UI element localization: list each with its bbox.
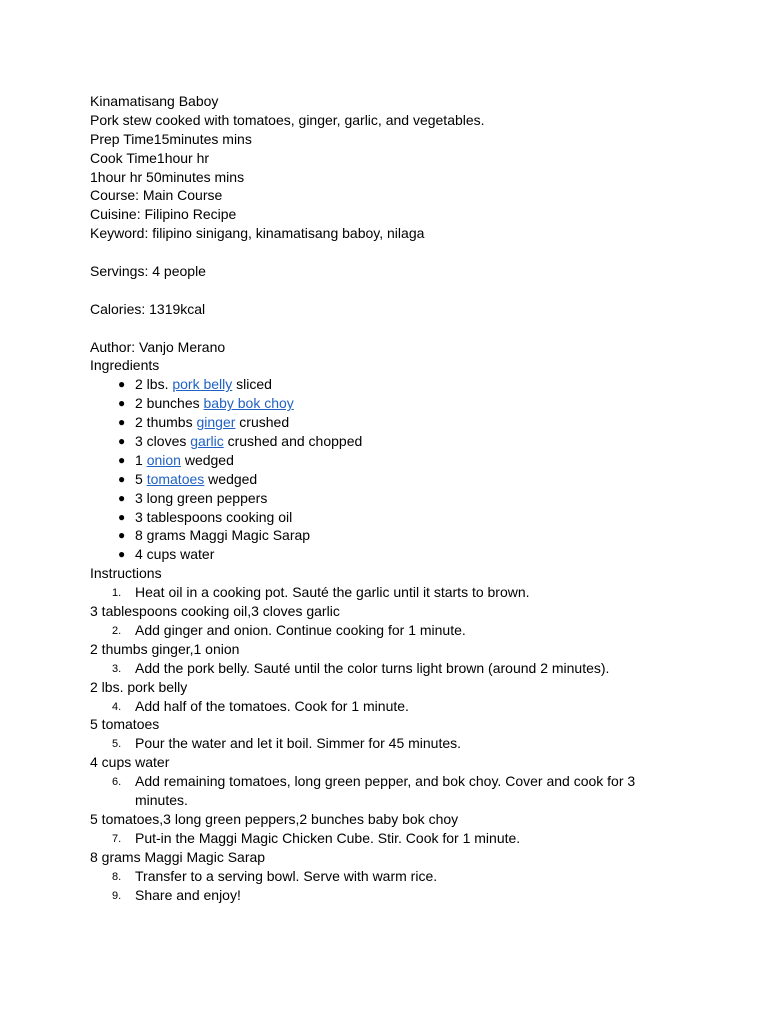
step-text: Transfer to a serving bowl. Serve with warm rice. <box>135 867 438 884</box>
instruction-step <box>90 583 708 602</box>
recipe-title: Kinamatisang Baboy <box>90 93 219 109</box>
instruction-step <box>90 659 708 678</box>
step-number: 4. <box>112 700 122 713</box>
step-number: 5. <box>112 738 122 751</box>
instruction-step <box>90 621 708 640</box>
bullet-dot-icon: ● <box>118 415 126 430</box>
ingredient-item <box>90 508 708 527</box>
ingredient-item <box>90 375 708 394</box>
ingredient-item <box>90 432 708 451</box>
ingredient-note: wedged <box>180 451 234 468</box>
ingredient-item <box>90 394 708 413</box>
ingredient-link-pork-belly[interactable]: pork belly <box>172 376 233 393</box>
ingredient-link-tomatoes[interactable]: tomatoes <box>146 470 205 487</box>
step-ingredients-note: 8 grams Maggi Magic Sarap <box>90 848 266 865</box>
ingredient-link-onion[interactable]: onion <box>146 451 181 468</box>
step-ingredients-note: 3 tablespoons cooking oil,3 cloves garlic <box>90 603 340 620</box>
ingredient-text: 4 cups water <box>135 546 215 563</box>
step-text: Share and enjoy! <box>135 886 241 903</box>
ingredient-item <box>90 451 708 470</box>
instruction-step <box>90 829 708 848</box>
ingredient-qty: 5 <box>135 470 147 487</box>
bullet-dot-icon: ● <box>118 452 126 467</box>
step-text: Add half of the tomatoes. Cook for 1 minute. <box>135 697 409 714</box>
prep-time: Prep Time15minutes mins <box>90 130 252 147</box>
bullet-dot-icon: ● <box>118 471 126 486</box>
ingredient-text: 8 grams Maggi Magic Sarap <box>135 527 311 544</box>
step-ingredients-note: 2 lbs. pork belly <box>90 678 188 695</box>
bullet-dot-icon: ● <box>118 396 126 411</box>
ingredient-qty: 3 cloves <box>135 433 191 450</box>
ingredient-link-baby-bok-choy[interactable]: baby bok choy <box>203 395 294 412</box>
step-ingredients-note: 5 tomatoes,3 long green peppers,2 bunches baby bok choy <box>90 810 459 827</box>
instruction-step <box>90 772 708 810</box>
servings: Servings: 4 people <box>90 263 206 280</box>
cook-time: Cook Time1hour hr <box>90 149 210 166</box>
instruction-step <box>90 697 708 716</box>
ingredient-item <box>90 413 708 432</box>
bullet-dot-icon: ● <box>118 490 126 505</box>
step-text: Pour the water and let it boil. Simmer for 45 minutes. <box>135 735 462 752</box>
step-number: 7. <box>112 832 122 845</box>
step-number: 1. <box>112 587 122 600</box>
ingredient-item <box>90 489 708 508</box>
ingredient-qty: 1 <box>135 451 147 468</box>
bullet-dot-icon: ● <box>118 377 126 392</box>
ingredient-link-ginger[interactable]: ginger <box>196 414 236 431</box>
step-ingredients-note: 2 thumbs ginger,1 onion <box>90 640 240 657</box>
total-time: 1hour hr 50minutes mins <box>90 168 245 185</box>
ingredient-note: crushed <box>235 414 290 431</box>
calories: Calories: 1319kcal <box>90 300 206 317</box>
ingredient-link-garlic[interactable]: garlic <box>190 433 224 450</box>
bullet-dot-icon: ● <box>118 434 126 449</box>
step-number: 3. <box>112 662 122 675</box>
ingredient-text: 3 tablespoons cooking oil <box>135 508 293 525</box>
ingredient-note: crushed and chopped <box>223 433 363 450</box>
step-number: 6. <box>112 776 122 789</box>
step-text: Put-in the Maggi Magic Chicken Cube. Stir. Cook for 1 minute. <box>135 829 521 846</box>
ingredient-item <box>90 545 708 564</box>
ingredient-item <box>90 470 708 489</box>
course: Course: Main Course <box>90 187 223 204</box>
instruction-step <box>90 886 708 905</box>
bullet-dot-icon: ● <box>118 509 126 524</box>
author: Author: Vanjo Merano <box>90 338 226 355</box>
cuisine: Cuisine: Filipino Recipe <box>90 206 237 223</box>
step-number: 8. <box>112 870 122 883</box>
step-ingredients-note: 4 cups water <box>90 754 170 771</box>
ingredient-qty: 2 thumbs <box>135 414 197 431</box>
step-text: Heat oil in a cooking pot. Sauté the garlic until it starts to brown. <box>135 584 530 601</box>
ingredient-text: 3 long green peppers <box>135 489 268 506</box>
step-text: Add remaining tomatoes, long green pepper, and bok choy. Cover and cook for 3 minutes. <box>135 773 636 809</box>
step-text: Add ginger and onion. Continue cooking for 1 minute. <box>135 621 466 638</box>
ingredient-qty: 2 lbs. <box>135 376 173 393</box>
bullet-dot-icon: ● <box>118 547 126 562</box>
bullet-dot-icon: ● <box>118 528 126 543</box>
keyword: Keyword: filipino sinigang, kinamatisang baboy, nilaga <box>90 225 425 242</box>
ingredient-qty: 2 bunches <box>135 395 204 412</box>
recipe-description: Pork stew cooked with tomatoes, ginger, garlic, and vegetables. <box>90 111 485 128</box>
spacer <box>90 243 708 262</box>
step-number: 2. <box>112 624 122 637</box>
instruction-step <box>90 867 708 886</box>
ingredient-note: sliced <box>232 376 272 393</box>
ingredient-note: wedged <box>204 470 258 487</box>
spacer <box>90 319 708 338</box>
ingredient-item <box>90 526 708 545</box>
ingredients-heading: Ingredients <box>90 357 160 374</box>
ingredients-list <box>90 375 708 564</box>
step-ingredients-note: 5 tomatoes <box>90 716 160 733</box>
step-number: 9. <box>112 889 122 902</box>
instructions-heading: Instructions <box>90 565 162 582</box>
spacer <box>90 281 708 300</box>
instruction-step <box>90 734 708 753</box>
step-text: Add the pork belly. Sauté until the color turns light brown (around 2 minutes). <box>135 659 610 676</box>
